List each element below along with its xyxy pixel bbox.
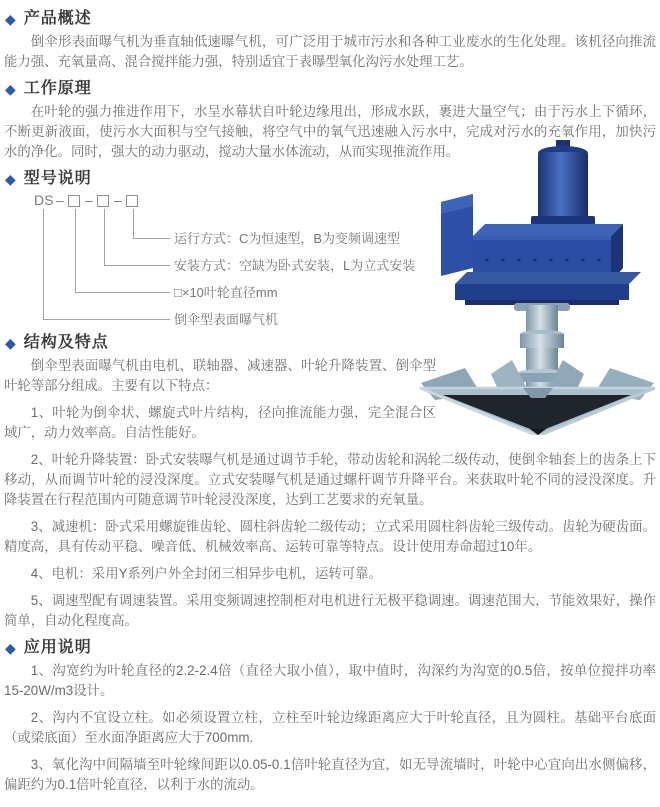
- section-title-principle: [5, 79, 656, 98]
- model-label-impeller-dia: □×10叶轮直径mm: [174, 285, 278, 300]
- model-code-placeholder-box: [126, 195, 138, 207]
- section-title-text: 工作原理: [23, 80, 92, 97]
- base-plate: [455, 272, 641, 305]
- section-title-text: 型号说明: [23, 170, 92, 187]
- structure-item-3: 3、减速机：卧式采用螺旋锥齿轮、圆柱斜齿轮二级传动；立式采用圆柱斜齿轮三级传动。齿轮为硬齿面。精度高，具有传动平稳、噪音低、机械效率高、运转可靠等特点。设计使用寿命超过10年。: [4, 519, 656, 554]
- model-code-placeholder-box: [68, 195, 80, 207]
- motor: [531, 140, 595, 228]
- overview-paragraph: 倒伞形表面曝气机为垂直轴低速曝气机，可广泛用于城市污水和各种工业废水的生化处理。该机径向推流能力强、充氧量高、混合搅拌能力强，特别适宜于表曝型氧化沟污水处理工艺。: [4, 34, 656, 69]
- diamond-bullet-icon: ◆: [5, 10, 17, 27]
- structure-item-4: 4、电机：采用Y系列户外全封闭三相异步电机，运转可靠。: [30, 566, 382, 581]
- section-title-text: 结构及特点: [23, 334, 109, 351]
- model-code-placeholder-box: [97, 195, 109, 207]
- principle-paragraph: 在叶轮的强力推进作用下，水呈水幕状自叶轮边缘甩出，形成水跃，裹进大量空气；由于污水上下循环，不断更新液面，使污水大面积与空气接触，将空气中的氧气迅速融入污水中，完成对污水的充氧作用，加快污水的净化。同时，强大的动力驱动，搅动大量水体流动，从而实现推流作用。: [4, 104, 656, 159]
- aerator-product-image: [415, 140, 660, 435]
- structure-item-1: 1、叶轮为倒伞状、螺旋式叶片结构，径向推流能力强，完全混合区域广，动力效率高。自洁性能好。: [4, 405, 436, 440]
- model-connector-line: [43, 209, 170, 320]
- structure-intro: 倒伞型表面曝气机由电机、联轴器、减速器、叶轮升降装置、倒伞型叶轮等部分组成。主要有以下特点：: [4, 358, 436, 393]
- application-item-3: 3、氧化沟中间隔墙至叶轮缘间距以0.05-0.1倍叶轮直径为宜，如无导流墙时，叶轮中心宜向出水侧偏移，偏距约为0.1倍叶轮直径，以利于水的流动。: [4, 757, 656, 792]
- model-label-install-mode: 安装方式：空缺为卧式安装，L为立式安装: [174, 258, 416, 273]
- section-title-text: 应用说明: [23, 639, 92, 656]
- structure-item-2: 2、叶轮升降装置：卧式安装曝气机是通过调节手轮，带动齿轮和涡轮二级传动，使倒伞轴套上的齿条上下移动，从而调节叶轮的浸没深度。立式安装曝气机是通过螺杆调节升降平台。来获取叶轮不同的浸没深度。升降装置在行程范围内可随意调节叶轮浸没深度，达到工艺要求的充氧量。: [4, 452, 656, 507]
- model-code-separator: –: [85, 192, 93, 208]
- application-item-1: 1、沟宽约为叶轮直径的2.2-2.4倍（直径大取小值），取中值时，沟深约为沟宽的0.5倍，按单位搅拌功率15-20W/m3设计。: [4, 663, 656, 698]
- section-title-text: 产品概述: [23, 10, 92, 27]
- diamond-bullet-icon: ◆: [5, 639, 17, 656]
- model-code-separator: –: [114, 192, 122, 208]
- model-code-separator: –: [56, 192, 64, 208]
- model-code-prefix: DS: [34, 192, 54, 208]
- structure-item-5: 5、调速型配有调速装置。采用变频调速控制柜对电机进行无极平稳调速。调速范围大，节能效果好，操作简单，自动化程度高。: [4, 593, 656, 628]
- model-label-run-mode: 运行方式：C为恒速型，B为变频调速型: [174, 231, 401, 246]
- application-item-2: 2、沟内不宜设立柱。如必须设置立柱，立柱至叶轮边缘距离应大于叶轮直径，且为圆柱。基础平台底面（或梁底面）至水面净距离应大于700mm.: [4, 710, 656, 745]
- model-label-machine-name: 倒伞型表面曝气机: [174, 312, 279, 327]
- diamond-bullet-icon: ◆: [5, 334, 17, 351]
- lifting-bracket: [441, 194, 473, 276]
- section-title-application: [5, 638, 656, 657]
- diamond-bullet-icon: ◆: [5, 80, 17, 97]
- section-title-overview: [5, 9, 656, 28]
- diamond-bullet-icon: ◆: [5, 170, 17, 187]
